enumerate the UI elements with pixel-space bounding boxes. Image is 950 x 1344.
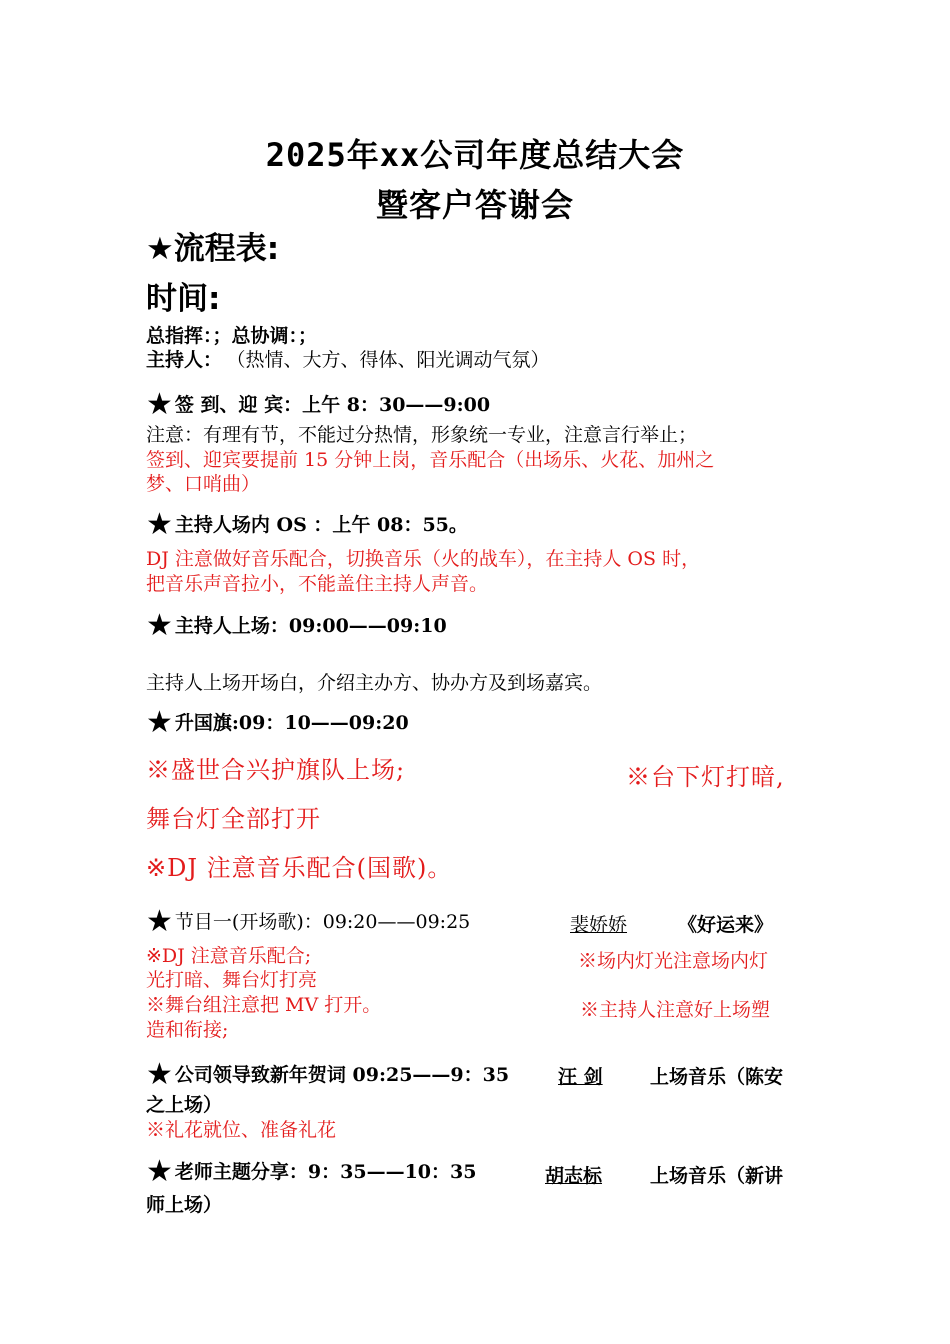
section-os-heading bbox=[146, 508, 468, 541]
section-host-heading bbox=[146, 609, 447, 642]
section-speech-red: ※礼花就位、准备礼花 bbox=[146, 1119, 337, 1141]
star-icon: ★ bbox=[146, 608, 173, 643]
section-signin-red-2: 梦、口哨曲） bbox=[146, 473, 261, 495]
section-speech-heading bbox=[146, 1058, 509, 1091]
share-teacher-name: 胡志标 bbox=[545, 1165, 603, 1187]
flow-label: 流程表: bbox=[173, 231, 280, 267]
star-icon: ★ bbox=[146, 507, 173, 542]
performer-name: 裴娇娇 bbox=[570, 914, 628, 936]
section-flag-title: 升国旗:09：10——09:20 bbox=[174, 712, 409, 734]
speech-leader-name: 汪 剑 bbox=[558, 1066, 603, 1088]
section-signin-title: 签 到、迎 宾：上午 8：30——9:00 bbox=[174, 394, 491, 416]
section-program-red-3-left: ※舞台组注意把 MV 打开。 bbox=[146, 994, 382, 1016]
section-os-title: 主持人场内 OS ：上午 08：55。 bbox=[174, 514, 468, 536]
star-icon: ★ bbox=[146, 1154, 173, 1189]
star-icon: ★ bbox=[146, 705, 173, 740]
section-os-red-2: 把音乐声音拉小，不能盖住主持人声音。 bbox=[146, 573, 489, 595]
section-signin-note: 注意：有理有节，不能过分热情，形象统一专业，注意言行举止； bbox=[146, 424, 698, 446]
star-icon: ★ bbox=[146, 387, 173, 422]
title-line-2: 暨客户答谢会 bbox=[375, 186, 574, 224]
speech-music-cont: 之上场） bbox=[146, 1094, 223, 1116]
section-program-heading bbox=[146, 905, 470, 938]
host-line bbox=[146, 350, 550, 371]
section-os-red-1: DJ 注意做好音乐配合，切换音乐（火的战车），在主持人 OS 时， bbox=[146, 548, 701, 570]
speech-music: 上场音乐（陈安 bbox=[650, 1066, 784, 1088]
host-label: 主持人： bbox=[146, 349, 223, 371]
section-speech-title: 公司领导致新年贺词 09:25——9：35 bbox=[174, 1064, 510, 1086]
section-program-red-2: 光打暗、舞台灯打亮 bbox=[146, 969, 318, 991]
share-music-cont: 师上场） bbox=[146, 1194, 223, 1216]
section-flag-heading bbox=[146, 706, 409, 739]
section-flag-red-left: ※盛世合兴护旗队上场; bbox=[146, 756, 406, 784]
section-program-red-4: 造和衔接; bbox=[146, 1019, 229, 1041]
section-program-title: 节目一(开场歌)：09:20——09:25 bbox=[174, 911, 471, 933]
host-note: （热情、大方、得体、阳光调动气氛） bbox=[236, 349, 550, 371]
section-signin-heading bbox=[146, 388, 490, 421]
director-line: 总指挥：；总协调：； bbox=[146, 325, 318, 347]
section-flag-red-right: ※台下灯打暗, bbox=[626, 763, 785, 791]
share-music: 上场音乐（新讲 bbox=[650, 1165, 784, 1187]
section-host-text: 主持人上场开场白，介绍主办方、协办方及到场嘉宾。 bbox=[146, 672, 603, 694]
section-flag-red-2: 舞台灯全部打开 bbox=[146, 805, 321, 833]
song-title: 《好运来》 bbox=[678, 914, 774, 936]
title-line-1: 2025年xx公司年度总结大会 bbox=[265, 136, 685, 174]
section-host-title: 主持人上场：09:00——09:10 bbox=[174, 615, 447, 637]
time-label: 时间: bbox=[146, 281, 221, 317]
section-program-red-1-right: ※场内灯光注意场内灯 bbox=[578, 950, 769, 972]
section-flag-red-3: ※DJ 注意音乐配合(国歌)。 bbox=[146, 854, 453, 882]
star-icon: ★ bbox=[146, 1057, 173, 1092]
section-signin-red-1: 签到、迎宾要提前 15 分钟上岗，音乐配合（出场乐、火花、加州之 bbox=[146, 449, 715, 471]
star-icon: ★ bbox=[146, 904, 173, 939]
section-share-heading bbox=[146, 1155, 476, 1188]
section-share-title: 老师主题分享：9：35——10：35 bbox=[174, 1161, 477, 1183]
section-program-red-1-left: ※DJ 注意音乐配合; bbox=[146, 945, 312, 967]
section-program-red-3-right: ※主持人注意好上场塑 bbox=[580, 999, 771, 1021]
flow-heading bbox=[146, 232, 279, 266]
star-icon: ★ bbox=[146, 231, 174, 267]
